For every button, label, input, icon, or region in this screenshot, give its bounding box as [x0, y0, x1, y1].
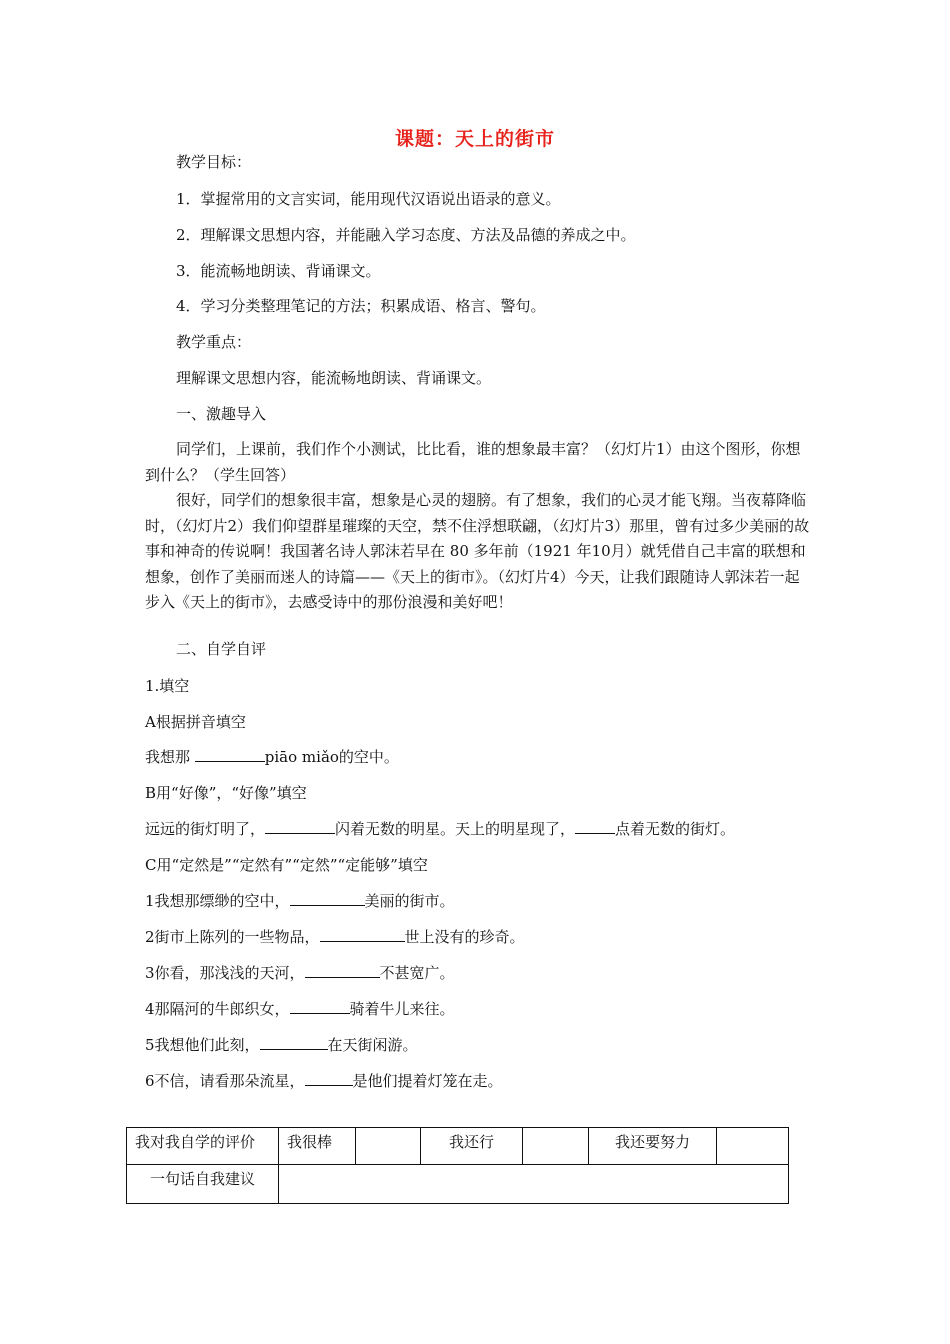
part-a-text-after: piāo miǎo的空中。	[264, 748, 399, 766]
fill-blank[interactable]	[320, 927, 405, 942]
part-c-item	[145, 891, 455, 911]
part-c-item	[145, 1071, 503, 1091]
part-b-text: 远远的街灯明了，	[145, 820, 266, 838]
fill-blank[interactable]	[305, 1071, 353, 1086]
part-b-heading: B用“好像”，“好像”填空	[145, 784, 307, 802]
option-ok: 我还行	[421, 1128, 523, 1165]
part-a-text-before: 我想那	[145, 748, 195, 766]
self-eval-label: 我对我自学的评价	[127, 1128, 279, 1165]
part-b-text: 点着无数的街灯。	[615, 820, 736, 838]
intro-paragraph-2: 很好，同学们的想象很丰富，想象是心灵的翅膀。有了想象，我们的心灵才能飞翔。当夜幕降临时，（幻灯片2）我们仰望群星璀璨的天空，禁不住浮想联翩，（幻灯片3）那里，曾有过多少美丽的故事和神奇的传说啊！我国著名诗人郭沫若早在 80 多年前（1921 年10月）就凭借自己丰富的联想和想象，创作了美丽而迷人的诗篇——《天上的街市》。（幻灯片4）今天，让我们跟随诗人郭沫若一起步入《天上的街市》，去感受诗中的那份浪漫和美好吧！	[145, 491, 810, 611]
part-c-item	[145, 999, 455, 1019]
option-great: 我很棒	[279, 1128, 356, 1165]
part-c-text-after: 世上没有的珍奇。	[404, 928, 525, 946]
self-evaluation-table	[126, 1127, 789, 1204]
option-ok-check-cell[interactable]	[523, 1128, 589, 1165]
fill-blank[interactable]	[290, 999, 350, 1014]
part-c-item	[145, 1035, 418, 1055]
section-heading-intro: 一、激趣导入	[176, 405, 267, 423]
advice-input-cell[interactable]	[279, 1165, 789, 1204]
table-row	[127, 1128, 789, 1165]
option-great-check-cell[interactable]	[356, 1128, 421, 1165]
option-improve-check-cell[interactable]	[717, 1128, 789, 1165]
part-a-line	[145, 747, 399, 767]
part-a-heading: A根据拼音填空	[145, 713, 246, 731]
objective-item: 3．能流畅地朗读、背诵课文。	[176, 262, 381, 280]
section-heading-self-study: 二、自学自评	[176, 640, 267, 658]
intro-paragraph-1: 同学们，上课前，我们作个小测试，比比看，谁的想象最丰富？（幻灯片1）由这个图形，你想到什么？（学生回答）	[145, 440, 801, 484]
part-c-text-before: 5我想他们此刻，	[145, 1036, 260, 1054]
fill-blank[interactable]	[265, 819, 335, 834]
focus-heading: 教学重点：	[176, 333, 252, 351]
part-c-text-after: 不甚宽广。	[379, 964, 455, 982]
part-c-item	[145, 963, 455, 983]
advice-label: 一句话自我建议	[127, 1165, 279, 1204]
part-b-line	[145, 819, 735, 839]
fill-blank[interactable]	[195, 747, 265, 762]
objective-item: 4．学习分类整理笔记的方法；积累成语、格言、警句。	[176, 297, 546, 315]
option-improve: 我还要努力	[589, 1128, 717, 1165]
objective-item: 2．理解课文思想内容，并能融入学习态度、方法及品德的养成之中。	[176, 226, 636, 244]
fill-blank[interactable]	[575, 819, 615, 834]
table-row	[127, 1165, 789, 1204]
page-title: 课题：天上的街市	[394, 128, 555, 150]
objectives-heading: 教学目标：	[176, 153, 252, 171]
part-c-text-before: 1我想那缥缈的空中，	[145, 892, 290, 910]
part-c-text-before: 2街市上陈列的一些物品，	[145, 928, 320, 946]
fill-blank[interactable]	[260, 1035, 328, 1050]
part-c-text-before: 6不信，请看那朵流星，	[145, 1072, 305, 1090]
part-c-text-after: 美丽的街市。	[364, 892, 455, 910]
part-c-text-after: 在天街闲游。	[327, 1036, 418, 1054]
part-c-heading: C用“定然是”“定然有”“定然”“定能够”填空	[145, 856, 428, 874]
part-c-text-after: 是他们提着灯笼在走。	[352, 1072, 503, 1090]
objective-item: 1．掌握常用的文言实词，能用现代汉语说出语录的意义。	[176, 190, 561, 208]
part-c-text-before: 3你看，那浅浅的天河，	[145, 964, 305, 982]
part-c-item	[145, 927, 525, 947]
fill-heading: 1.填空	[145, 677, 190, 695]
part-b-text: 闪着无数的明星。天上的明星现了，	[335, 820, 576, 838]
part-c-text-before: 4那隔河的牛郎织女，	[145, 1000, 290, 1018]
fill-blank[interactable]	[290, 891, 365, 906]
part-c-text-after: 骑着牛儿来往。	[349, 1000, 455, 1018]
focus-text: 理解课文思想内容，能流畅地朗读、背诵课文。	[176, 369, 492, 387]
fill-blank[interactable]	[305, 963, 380, 978]
